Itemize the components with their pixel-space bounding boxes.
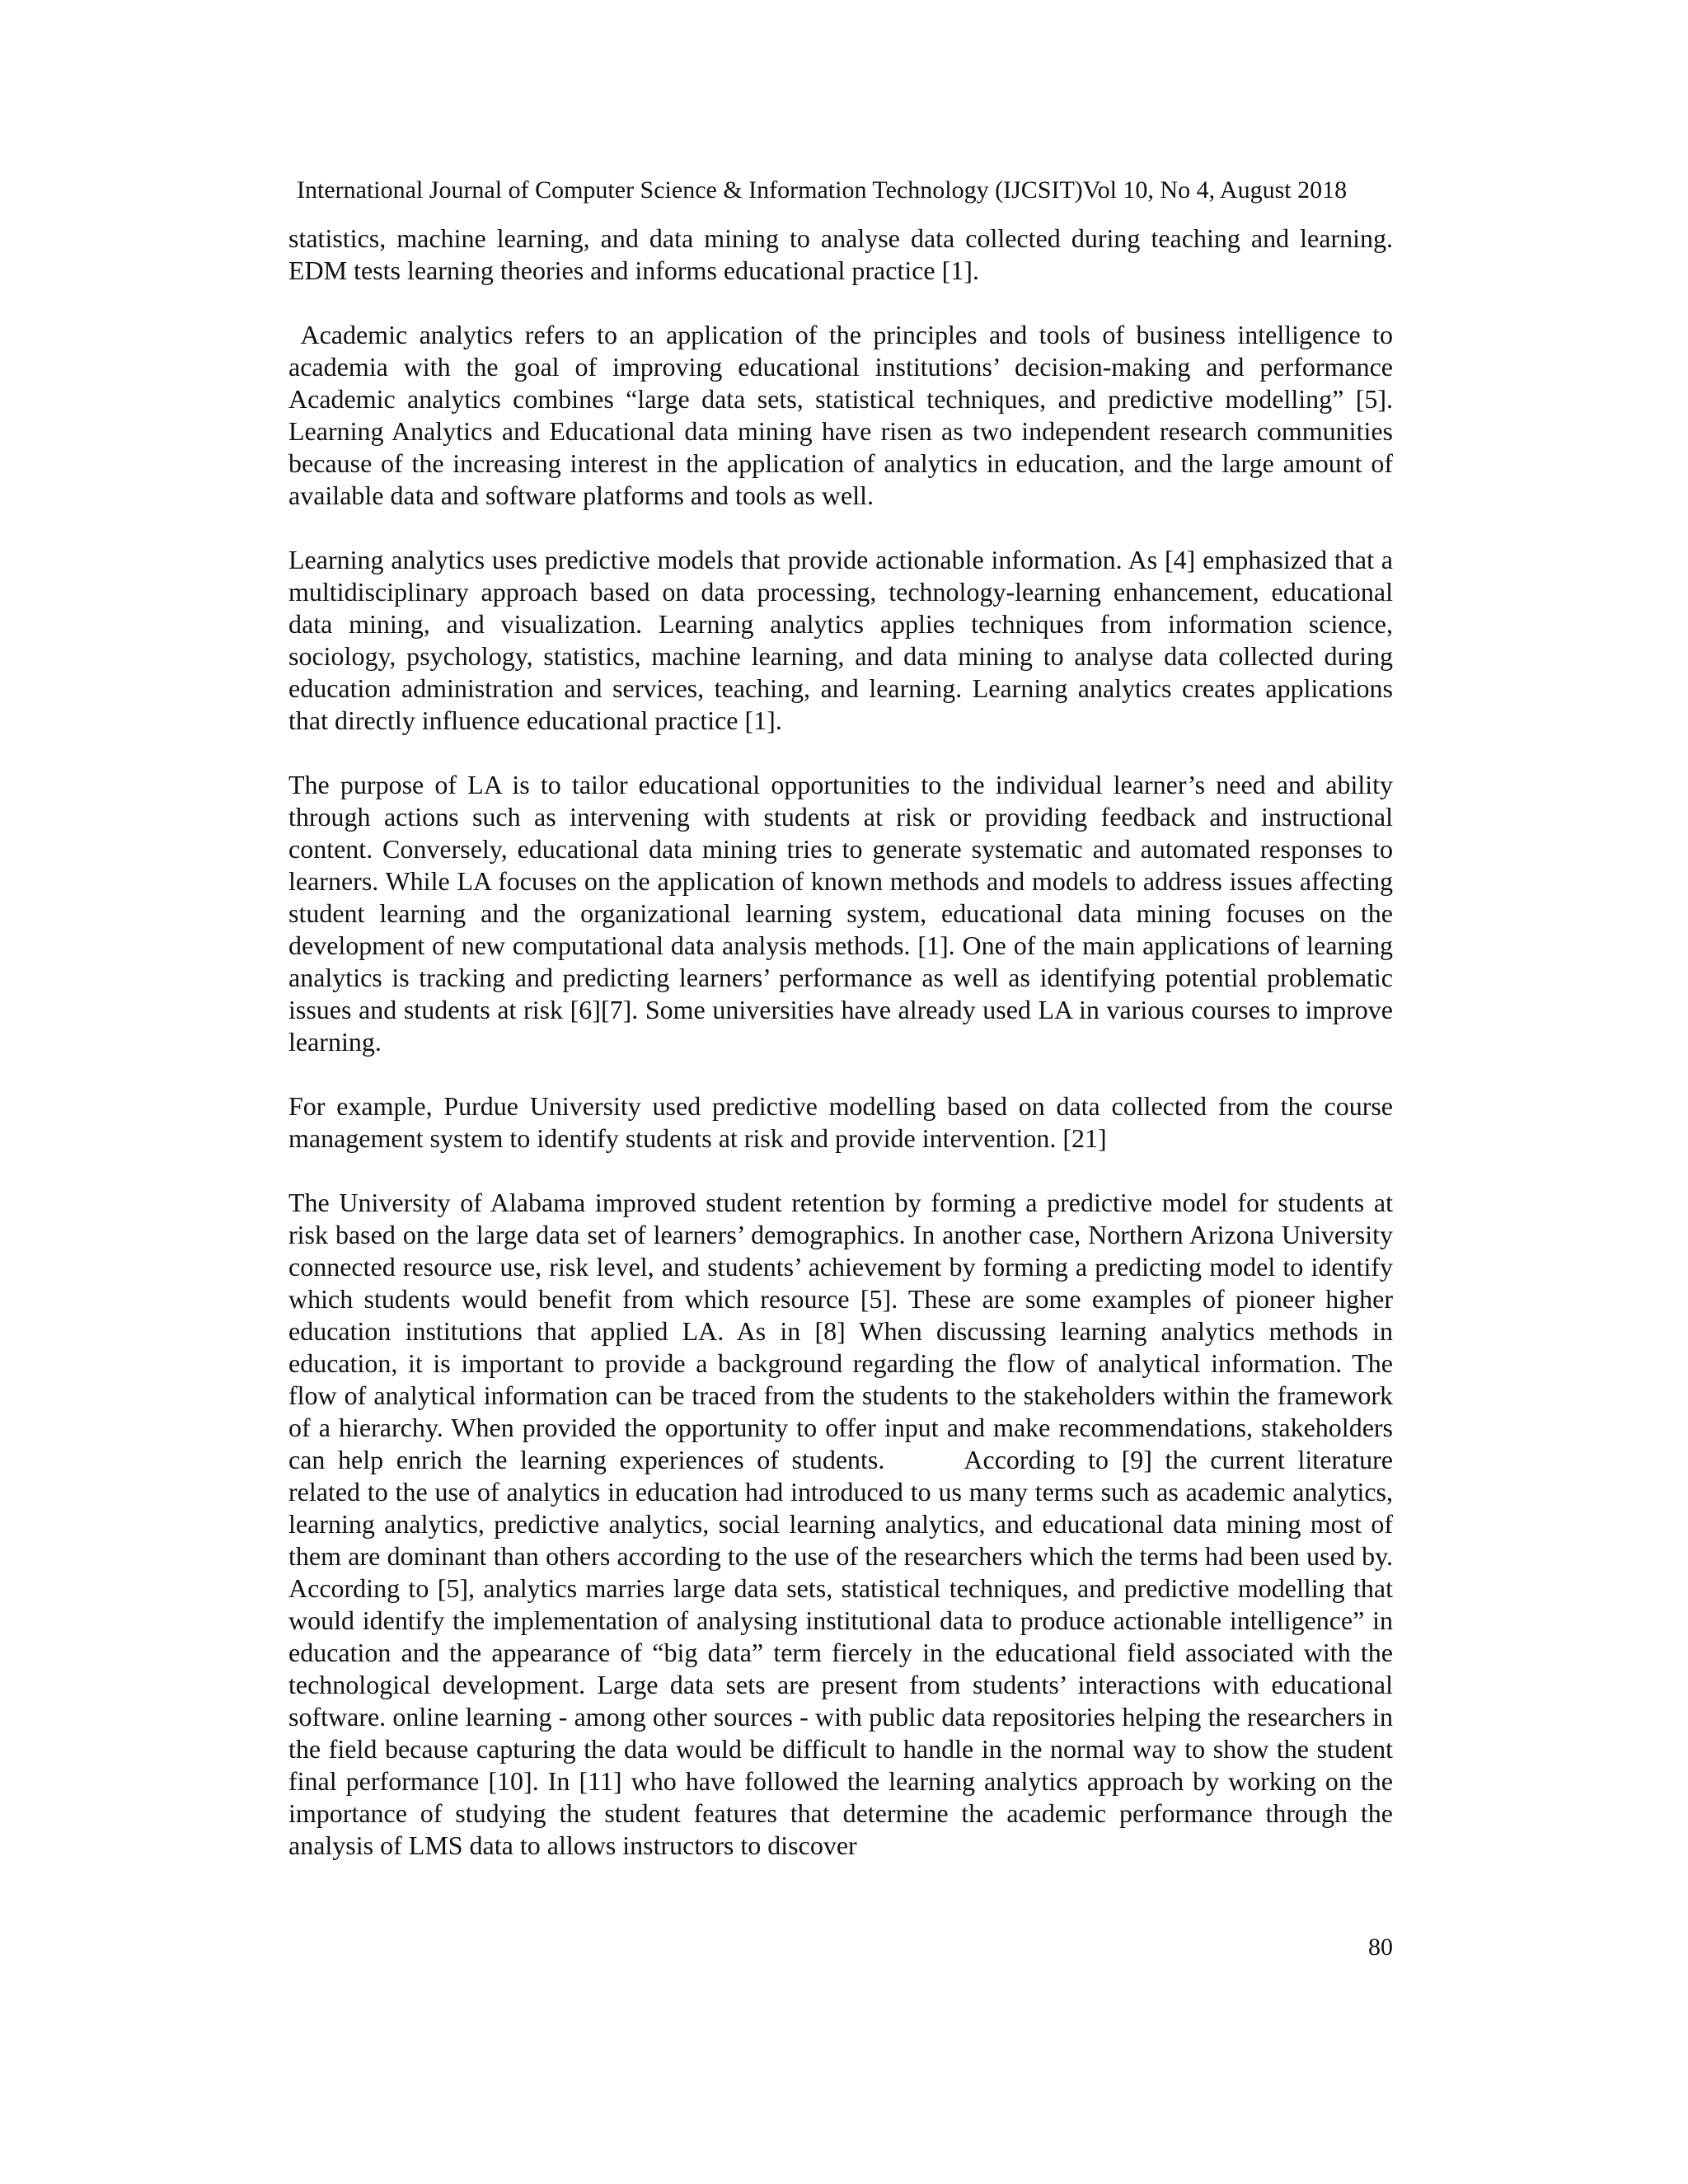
paragraph-learning-analytics: Learning analytics uses predictive models that provide actionable information. As [4] emphasized that a multidisciplinary approach based on data processing, technology-learning enhancement, educational data mining, and visualization. Learning analytics applies techniques from information science, sociology, psychology, statistics, machine learning, and data mining to analyse data collected during education administration and services, teaching, and learning. Learning analytics creates applications that directly influence educational practice [1]. bbox=[288, 545, 1393, 735]
paragraph-purpose-of-la: The purpose of LA is to tailor educational opportunities to the individual learner’s need and ability through actions such as intervening with students at risk or providing feedback and instructional content. Conversely, educational data mining tries to generate systematic and automated responses to learners. While LA focuses on the application of known methods and models to address issues affecting student learning and the organizational learning system, educational data mining focuses on the development of new computational data analysis methods. [1]. One of the main applications of learning analytics is tracking and predicting learners’ performance as well as identifying potential problematic issues and students at risk [6][7]. Some universities have already used LA in various courses to improve learning. bbox=[288, 770, 1393, 1057]
paragraph-alabama-example: The University of Alabama improved student retention by forming a predictive model for students at risk based on the large data set of learners’ demographics. In another case, Northern Arizona University connected resource use, risk level, and students’ achievement by forming a predicting model to identify which students would benefit from which resource [5]. These are some examples of pioneer higher education institutions that applied LA. As in [8] When discussing learning analytics methods in education, it is important to provide a background regarding the flow of analytical information. The flow of analytical information can be traced from the students to the stakeholders within the framework of a hierarchy. When provided the opportunity to offer input and make recommendations, stakeholders can help enrich the learning experiences of students. According to [9] the current literature related to the use of analytics in education had introduced to us many terms such as academic analytics, learning analytics, predictive analytics, social learning analytics, and educational data mining most of them are dominant than others according to the use of the researchers which the terms had been used by. According to [5], analytics marries large data sets, statistical techniques, and predictive modelling that would identify the implementation of analysing institutional data to produce actionable intelligence” in education and the appearance of “big data” term fiercely in the educational field associated with the technological development. Large data sets are present from students’ interactions with educational software. online learning - among other sources - with public data repositories helping the researchers in the field because capturing the data would be difficult to handle in the normal way to show the student final performance [10]. In [11] who have followed the learning analytics approach by working on the importance of studying the student features that determine the academic performance through the analysis of LMS data to allows instructors to discover bbox=[288, 1188, 1393, 1860]
paragraph-edm-continuation: statistics, machine learning, and data mining to analyse data collected during teaching and learning. EDM tests learning theories and informs educational practice [1]. bbox=[288, 223, 1393, 285]
paragraph-academic-analytics: Academic analytics refers to an application of the principles and tools of business intelligence to academia with the goal of improving educational institutions’ decision-making and performance Academic analytics combines “large data sets, statistical techniques, and predictive modelling” [5]. Learning Analytics and Educational data mining have risen as two independent research communities because of the increasing interest in the application of analytics in education, and the large amount of available data and software platforms and tools as well. bbox=[288, 320, 1393, 510]
running-header: International Journal of Computer Science & Information Technology (IJCSIT)Vol 10, No 4, August 2018 bbox=[297, 176, 1348, 204]
paragraph-purdue-example: For example, Purdue University used predictive modelling based on data collected from the course management system to identify students at risk and provide intervention. [21] bbox=[288, 1091, 1393, 1153]
body-text bbox=[288, 223, 1393, 1894]
page-number: 80 bbox=[1368, 1933, 1393, 1961]
